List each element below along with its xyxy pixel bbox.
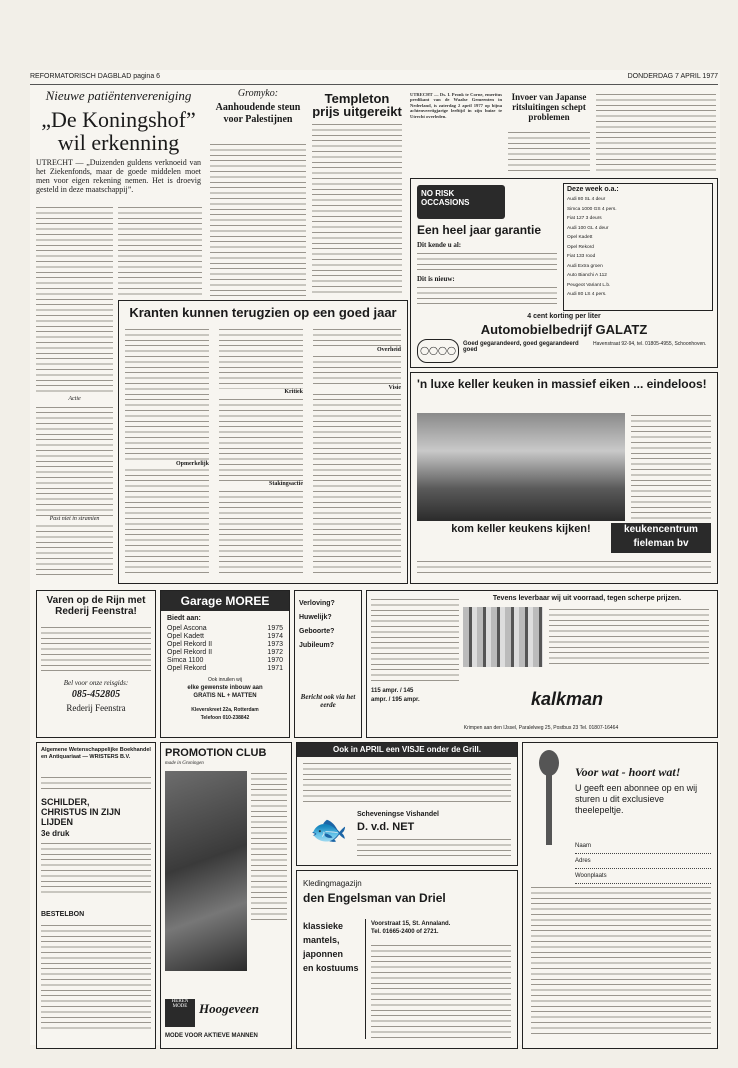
promo-logo: HEREN MODE (165, 999, 195, 1027)
week-box (563, 183, 713, 311)
sub-opmerkelijk: Opmerkelijk (125, 461, 209, 467)
moree-biedt: Biedt aan: (167, 615, 201, 622)
headline: Kranten kunnen terugzien op een goed jaar (129, 305, 397, 320)
ad-kalkman (366, 590, 718, 738)
schilder-intro (41, 775, 151, 793)
book-sub: 3e druk (41, 829, 70, 838)
visje-company-pre: Scheveningse Vishandel (357, 811, 439, 818)
car-item: Auto Bianchi A 112 (567, 273, 607, 278)
bericht-item: Geboorte? (299, 628, 335, 635)
car-item: Peugeot Variant L.b. (567, 282, 611, 288)
promo-text (251, 771, 287, 921)
no-risk-badge: NO RISK OCCASIONS (417, 185, 505, 219)
kendu: Dit kende u al: (417, 241, 462, 249)
sub-kritiek: Kritiek (219, 389, 303, 395)
kitchen-photo (417, 413, 625, 521)
promo-store: Hoogeveen (199, 1001, 259, 1016)
car-name: Opel Rekord II (167, 649, 213, 656)
headline: Aanhoudende steun voor Palestijnen (215, 102, 301, 125)
moree-car-list (167, 625, 283, 673)
car-row (167, 641, 283, 649)
kalkman-header: Tevens leverbaar wij uit voorraad, tegen scherpe prijzen. (492, 595, 682, 602)
schilder-org: Algemene Wetenschappelijke Boekhandel en Antiquariaat — WRISTERS B.V. (41, 747, 151, 760)
city-field[interactable]: Woonplaats (575, 869, 711, 884)
body-col2 (118, 205, 202, 295)
car-row (167, 649, 283, 657)
moree-tel: Telefoon 010-238842 (200, 715, 250, 721)
visje-text (303, 761, 511, 805)
subscribe-form-lines[interactable] (531, 885, 711, 1035)
header-right: DONDERDAG 7 APRIL 1977 (627, 73, 718, 80)
isnieuw-text (417, 285, 557, 305)
feenstra-cta: Bel voor onze reisgids: (63, 679, 129, 687)
utrecht-note: UTRECHT — Ds. I. Pronk te Corne, emeritus predikant van de Waalse Gemeenten in Nederland, is zaterdag 2 april 1977 op bijna achtenveertigjarige leeftijd in zijn huize te Utrecht overleden. (410, 92, 502, 119)
kranten-col2 (219, 327, 303, 577)
japanse-headline: Invoer van Japanse ritsluitingen schept problemen (511, 92, 587, 122)
ad-visje (296, 742, 518, 866)
driel-tel: Tel. 01665-2400 of 2721. (371, 929, 439, 935)
feenstra-text (41, 625, 151, 675)
address-field[interactable]: Adres (575, 854, 711, 869)
page-header (30, 72, 718, 85)
visje-address (357, 837, 511, 859)
driel-item: mantels, (303, 935, 340, 945)
car-item: Audi Extra groen (567, 263, 603, 269)
week-title: Deze week o.a.: (567, 186, 619, 193)
car-list (564, 195, 712, 300)
address: Havenstraat 92-94, tel. 01805-4955, Schoonhoven. (593, 341, 707, 347)
moree-addr: Kleverskreet 22a, Rotterdam (191, 707, 259, 713)
ad-driel (296, 870, 518, 1049)
kicker: Gromyko: (237, 88, 279, 99)
ad-schilder (36, 742, 156, 1049)
moree-garantie2: GRATIS NL + MATTEN (193, 693, 257, 699)
sub-actie: Actie (36, 396, 113, 404)
car-item: Opel Kadett (567, 235, 593, 240)
sub-visie: Visie (313, 385, 401, 391)
car-row (167, 657, 283, 665)
bericht-item: Huwelijk? (299, 614, 332, 621)
ad-subscribe (522, 742, 718, 1049)
car-row (167, 665, 283, 673)
kranten-col1 (125, 327, 209, 577)
car-year: 1970 (267, 657, 283, 664)
car-name: Opel Rekord (167, 665, 207, 672)
moree-garantie: elke gewenste inbouw aan (187, 685, 263, 691)
keller-footer: kom keller keukens kijken! (451, 523, 591, 535)
audi-logo: ◯◯◯◯ (417, 339, 459, 363)
keller-text (631, 413, 711, 521)
fish-icon: 🐟 (310, 814, 348, 847)
keller-title: 'n luxe keller keuken in massief eiken ... eindeloos! (417, 377, 707, 391)
book-title: CHRISTUS IN ZIJN LIJDEN (41, 807, 121, 827)
car-year: 1974 (267, 633, 283, 640)
ad-promotion (160, 742, 292, 1049)
gromyko-body (210, 142, 306, 297)
ad-galatz (410, 178, 718, 368)
headline: „De Koningshof” wil erkenning (41, 107, 196, 155)
promo-footer: MODE VOOR AKTIEVE MANNEN (165, 1033, 258, 1039)
kalkman-address: Krimpen aan den IJssel, Paralelweg 25, Postbus 23 Tel. 01807-16464 (463, 725, 619, 731)
car-item: Audi 80 LS 4 pers. (567, 292, 607, 297)
driel-items (303, 919, 366, 1039)
car-name: Simca 1100 (167, 657, 204, 664)
car-year: 1972 (267, 649, 283, 656)
car-item: Fiat 127 3 deurs (567, 216, 602, 221)
article-koningshof (36, 88, 201, 200)
slogan: Goed gegarandeerd, goed gegarandeerd goed (463, 341, 579, 353)
schilder-body (41, 841, 151, 897)
ad-feenstra (36, 590, 156, 738)
driel-pre: Kledingmagazijn (303, 879, 362, 888)
header-left: REFORMATORISCH DAGBLAD pagina 6 (30, 73, 161, 80)
feenstra-headline: Varen op de Rijn met Rederij Feenstra! (46, 595, 146, 617)
right-col-body (596, 92, 716, 172)
feenstra-phone: 085-452805 (71, 689, 121, 700)
templeton-body (312, 122, 402, 297)
ad-keller (410, 372, 718, 584)
car-row (167, 625, 283, 633)
lead: UTRECHT — „Duizenden guldens verknoeid van het Ziekenfonds, maar de goede middelen moet men voor eigen rekening nemen. Het is droevig gesteld in deze maatschappij”. (36, 158, 201, 194)
ad-bericht (294, 590, 362, 738)
sub-overheid: Overheid (313, 347, 401, 353)
kendu-text (417, 251, 557, 271)
car-item: Simca 1000 GS 4 pers. (567, 206, 617, 212)
driel-item: en kostuums (303, 963, 359, 973)
spoon-icon (531, 749, 567, 849)
bericht-item: Verloving? (299, 600, 335, 607)
garantie: Een heel jaar garantie (417, 223, 542, 237)
kranten-col3 (313, 327, 401, 577)
moree-ruil: Ook inruilen wij (208, 677, 242, 683)
isnieuw: Dit is nieuw: (417, 275, 455, 283)
car-row (167, 633, 283, 641)
car-name: Opel Ascona (167, 625, 207, 632)
bericht-footer: Bericht ook via het eerde (300, 693, 356, 709)
moree-title: Garage MOREE (161, 591, 289, 611)
driel-name: den Engelsman van Driel (303, 891, 446, 905)
car-item: Opel Rekord (567, 244, 594, 250)
visje-headline: Ook in APRIL een VISJE onder de Grill. (297, 743, 517, 757)
feenstra-company: Rederij Feenstra (66, 703, 126, 713)
car-year: 1975 (267, 625, 283, 632)
bericht-items (299, 597, 359, 653)
templeton-headline: Templeton prijs uitgereikt (312, 92, 402, 118)
kalkman-list (549, 607, 709, 667)
name-field[interactable]: Naam (575, 839, 711, 854)
car-year: 1973 (267, 641, 283, 648)
galatz-name: Automobielbedrijf GALATZ (480, 322, 648, 337)
bericht-item: Jubileum? (299, 642, 335, 649)
driel-item: japonnen (303, 949, 343, 959)
car-name: Opel Rekord II (167, 641, 213, 648)
article-kranten (118, 300, 408, 584)
subscribe-title: Voor wat - hoort wat! (575, 765, 681, 779)
keller-brand: keukencentrum fieleman bv (611, 523, 711, 553)
promo-title: PROMOTION CLUB (165, 747, 267, 759)
car-name: Opel Kadett (167, 633, 204, 640)
kalkman-prices: 115 ampr. / 145 ampr. / 195 ampr. (371, 688, 420, 703)
driel-item: klassieke (303, 921, 344, 931)
promo-sub: made in Groningen (165, 761, 204, 766)
ad-moree (160, 590, 290, 738)
book-author: SCHILDER, (41, 797, 90, 807)
bestelbon: BESTELBON (41, 911, 85, 918)
subscribe-form[interactable] (575, 839, 711, 884)
subscribe-body: U geeft een abonnee op en wij sturen u dit exclusieve theelepeltje. (575, 783, 698, 815)
article-gromyko (210, 88, 306, 138)
car-item: Audi 100 GL 4 deur (567, 225, 609, 231)
kicker: Nieuwe patiëntenvereniging (45, 88, 192, 103)
kalkman-left-text (371, 597, 459, 683)
car-year: 1971 (267, 665, 283, 672)
car-item: Fiat 133 rood (567, 254, 596, 259)
kalkman-brand: kalkman (530, 689, 604, 709)
sub-stakingsactie: Stakingsactie (219, 481, 303, 487)
bestelbon-form[interactable] (41, 923, 151, 1033)
car-item: Audi 80 SL 4 deur (567, 197, 606, 202)
korting: 4 cent korting per liter (527, 313, 601, 320)
driel-text (371, 943, 511, 1039)
model-photo (165, 771, 247, 971)
keller-address (417, 559, 711, 577)
visje-company: D. v.d. NET (357, 821, 415, 833)
driel-address: Voorstraat 15, St. Annaland. (371, 921, 451, 927)
sub-past: Past niet in stramien (36, 516, 113, 524)
japanse-body (508, 130, 590, 172)
tools-photo (463, 607, 543, 667)
